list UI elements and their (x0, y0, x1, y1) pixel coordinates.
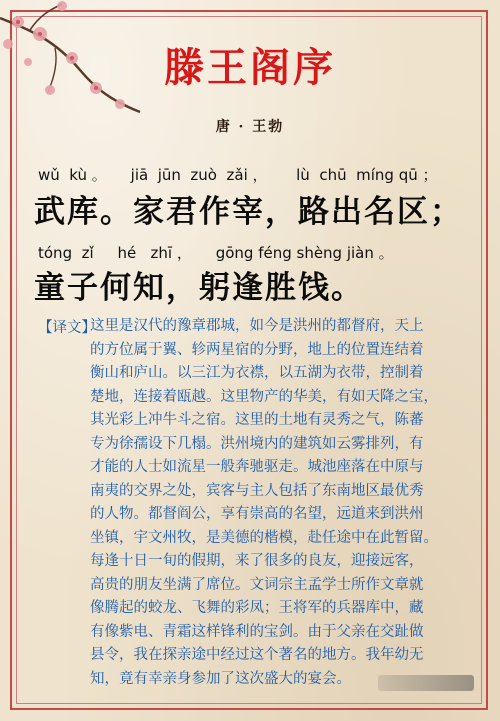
translation-label: 【译文】 (38, 320, 96, 336)
translation-line: 其光彩上冲牛斗之宿。这里的土地有灵秀之气，陈蕃 (90, 412, 424, 428)
poem-author: 唐 · 王勃 (215, 119, 285, 135)
translation-line: 的方位属于翼、轸两星宿的分野，地上的位置连结着 (90, 341, 424, 358)
pinyin-line: tóng zǐ hé zhī ， gōng féng shèng jiàn 。 (38, 244, 394, 262)
verse-line: 童子何知，躬逢胜饯。 (34, 270, 364, 306)
translation-line: 衡山和庐山。以三江为衣襟，以五湖为衣带，控制着 (90, 365, 424, 381)
translation-line: 专为徐孺设下几榻。洪州境内的建筑如云雾排列，有 (90, 435, 424, 452)
translation-text (90, 315, 468, 691)
translation-line: 像腾起的蛟龙、飞舞的彩凤；王将军的兵器库中，藏 (90, 600, 424, 616)
watermark (378, 675, 474, 691)
translation-line: 县令，我在探亲途中经过这个著名的地方。我年幼无 (90, 647, 424, 663)
translation-line: 这里是汉代的豫章郡城，如今是洪州的都督府，天上 (90, 318, 424, 334)
translation-line: 的人物。都督阎公，享有崇高的名望，远道来到洪州 (90, 506, 424, 522)
translation-line: 有像紫电、青霜这样锋利的宝剑。由于父亲在交趾做 (90, 623, 424, 640)
translation-line: 楚地，连接着瓯越。这里物产的华美，有如天降之宝， (90, 388, 438, 405)
translation-line: 南夷的交界之处，宾客与主人包括了东南地区最优秀 (90, 482, 424, 499)
verse-line: 武库。家君作宰，路出名区； (34, 194, 463, 230)
translation-line: 高贵的朋友坐满了席位。文词宗主孟学士所作文章就 (90, 576, 424, 593)
translation-line: 才能的人士如流星一般奔驰驱走。城池座落在中原与 (90, 459, 424, 475)
pinyin-line: wǔ kù 。 jiā jūn zuò zǎi ， lù chū míng qū ； (38, 166, 438, 184)
poem-title: 滕王阁序 (164, 45, 336, 91)
translation-line: 每逢十日一旬的假期，来了很多的良友，迎接远客， (90, 553, 424, 569)
translation-line: 坐镇，宇文州牧，是美德的楷模，赴任途中在此暂留。 (90, 529, 438, 546)
translation-line: 知，竟有幸亲身参加了这次盛大的宴会。 (90, 670, 351, 687)
